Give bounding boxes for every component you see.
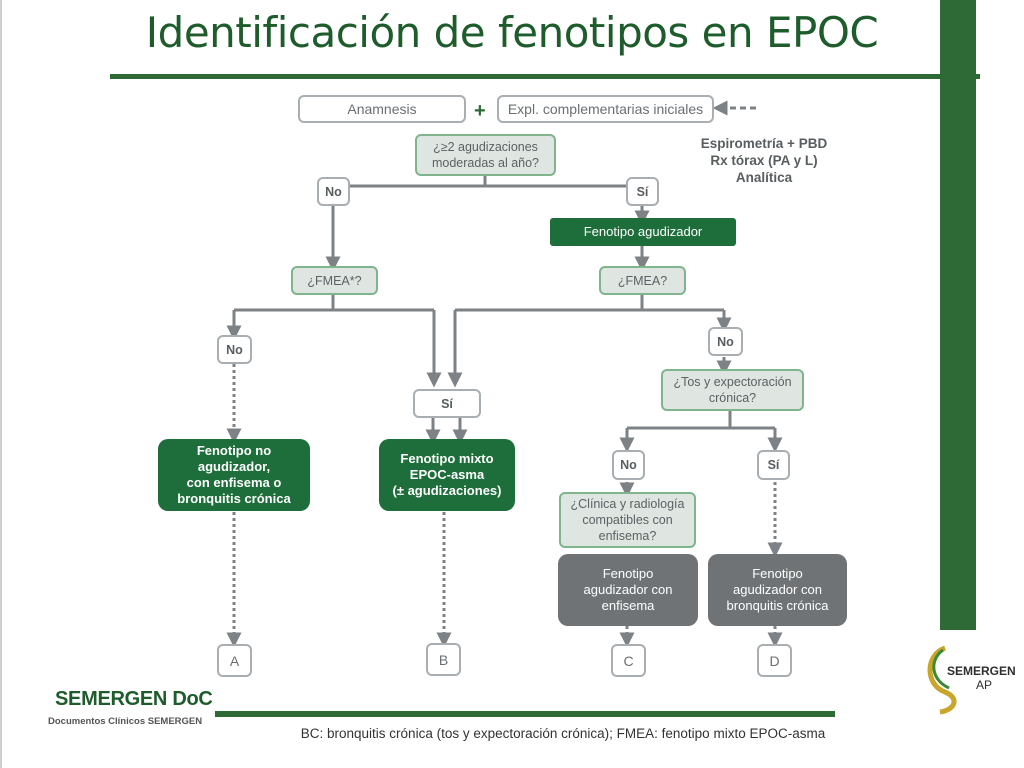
slide-title: Identificación de fenotipos en EPOC [145, 8, 879, 57]
no-box-1: No [317, 177, 350, 206]
no-box-2: No [217, 335, 252, 364]
fenotipo-mixto-box: Fenotipo mixto EPOC-asma (± agudizaciones) [379, 439, 515, 511]
outcome-c: C [611, 644, 646, 677]
fmea-question-right: ¿FMEA? [599, 266, 686, 295]
fmea-question-left: ¿FMEA*? [291, 266, 378, 295]
outcome-d: D [757, 644, 792, 677]
no-box-3: No [708, 327, 743, 356]
anamnesis-box: Anamnesis [298, 95, 466, 123]
footnote: BC: bronquitis crónica (tos y expectoración crónica); FMEA: fenotipo mixto EPOC-asma [300, 726, 826, 741]
si-box-4: Sí [757, 450, 790, 480]
semergen-doc-logo: SEMERGEN DoC [55, 688, 213, 710]
fenotipo-no-agudizador-box: Fenotipo no agudizador, con enfisema o bronquitis crónica [158, 439, 310, 511]
semergen-ap-label: SEMERGEN [947, 664, 1016, 678]
fenotipo-agudizador-box: Fenotipo agudizador [550, 218, 736, 246]
no-box-4: No [612, 450, 645, 480]
pruebas-iniciales-note: Espirometría + PBD Rx tórax (PA y L) Analítica [700, 136, 828, 185]
tos-question: ¿Tos y expectoración crónica? [661, 369, 804, 411]
si-box-2: Sí [413, 389, 481, 418]
outcome-a: A [217, 644, 252, 677]
agudizaciones-question: ¿≥2 agudizaciones moderadas al año? [415, 134, 556, 176]
clinica-question: ¿Clínica y radiología compatibles con enfisema? [559, 492, 696, 548]
expl-complementarias-box: Expl. complementarias iniciales [497, 95, 714, 123]
si-box-1: Sí [626, 177, 659, 206]
semergen-ap-suffix: AP [976, 678, 993, 692]
fenotipo-agudizador-enfisema-box: Fenotipo agudizador con enfisema [558, 554, 698, 626]
plus-sign: + [474, 100, 486, 122]
fenotipo-agudizador-bronquitis-box: Fenotipo agudizador con bronquitis crónica [708, 554, 847, 626]
outcome-b: B [426, 643, 461, 676]
semergen-doc-subtitle: Documentos Clínicos SEMERGEN [48, 716, 203, 727]
